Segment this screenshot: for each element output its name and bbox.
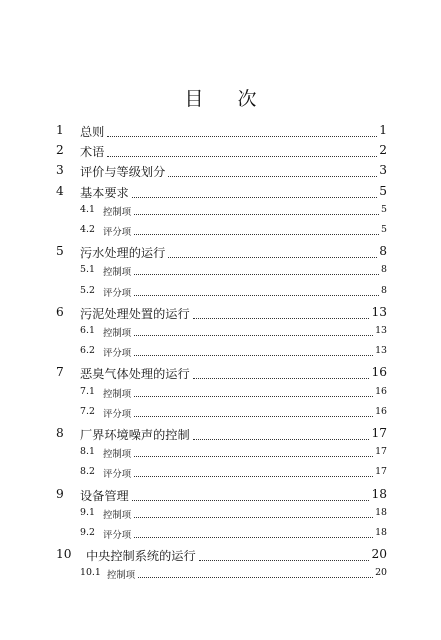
dot-leader	[193, 317, 369, 319]
toc-entry-page: 13	[375, 325, 387, 336]
toc-entry-label: 污水处理的运行	[80, 246, 166, 261]
toc-entry-number: 8	[56, 426, 64, 440]
dot-leader	[199, 559, 369, 561]
toc-title-char: 次	[237, 88, 257, 110]
dot-leader	[193, 377, 369, 379]
toc-entry-label: 评价与等级划分	[80, 165, 166, 180]
toc-entry-label: 评分项	[103, 227, 132, 238]
dot-leader	[134, 273, 379, 275]
toc-entry-page: 13	[371, 304, 387, 319]
toc-entry-number: 1	[56, 123, 64, 137]
toc-entry-number: 2	[56, 143, 64, 158]
toc-entry-number: 7.2	[80, 405, 95, 417]
toc-entry-label: 评分项	[103, 469, 132, 481]
toc-entry-page: 1	[379, 123, 387, 137]
toc-entry-label: 中央控制系统的运行	[86, 549, 196, 564]
toc-entry-number: 7	[56, 365, 64, 380]
toc-title-char: 目	[184, 88, 204, 110]
toc-title	[0, 84, 441, 111]
toc-entry-label: 恶臭气体处理的运行	[80, 367, 190, 382]
toc-entry-page: 20	[371, 547, 387, 562]
toc-entry-label: 基本要求	[80, 185, 129, 200]
dot-leader	[168, 256, 377, 258]
toc-entry-page: 17	[375, 466, 387, 478]
toc-entry-label: 控制项	[103, 509, 132, 521]
toc-entry-label: 控制项	[103, 328, 132, 339]
dot-leader	[138, 576, 373, 578]
toc-entry-label: 设备管理	[80, 488, 129, 503]
dot-leader	[134, 213, 379, 215]
toc-entry-page: 16	[375, 405, 387, 417]
toc-entry-label: 控制项	[103, 206, 132, 218]
dot-leader	[132, 196, 377, 198]
toc-entry-number: 7.1	[80, 385, 95, 397]
toc-entry-number: 6	[56, 304, 64, 319]
dot-leader	[134, 475, 373, 477]
toc-entry-label: 总则	[80, 125, 105, 139]
toc-entry-page: 5	[381, 203, 387, 215]
toc-entry-page: 5	[379, 183, 387, 198]
toc-entry-page: 18	[371, 486, 387, 501]
dot-leader	[107, 155, 377, 157]
toc-entry-label: 术语	[80, 145, 105, 160]
toc-entry-number: 6.1	[80, 325, 95, 336]
dot-leader	[134, 334, 373, 336]
toc-entry-number: 8.1	[80, 446, 95, 458]
toc-entry-label: 厂界环境噪声的控制	[80, 428, 190, 442]
toc-entry-page: 18	[375, 527, 387, 538]
toc-entry-number: 8.2	[80, 466, 95, 478]
toc-entry-label: 评分项	[103, 408, 132, 420]
toc-entry-label: 控制项	[107, 570, 136, 582]
toc-entry-number: 10	[56, 547, 72, 562]
toc-entry-label: 控制项	[103, 267, 132, 279]
dot-leader	[107, 135, 377, 137]
dot-leader	[134, 233, 379, 235]
toc-entry-label: 评分项	[103, 287, 132, 299]
toc-entry-number: 3	[56, 163, 64, 178]
toc-entry-page: 17	[371, 426, 387, 440]
dot-leader	[193, 438, 369, 440]
toc-entry-page: 16	[371, 365, 387, 380]
toc-entry-number: 9	[56, 486, 64, 501]
dot-leader	[134, 354, 373, 356]
toc-entry-page: 3	[379, 163, 387, 178]
toc-entry-number: 10.1	[80, 567, 101, 579]
toc-entry-page: 20	[375, 567, 387, 579]
dot-leader	[168, 175, 377, 177]
toc-entry-number: 9.2	[80, 527, 95, 538]
toc-entry-number: 5	[56, 244, 64, 259]
toc-entry-number: 5.1	[80, 264, 95, 276]
toc-entry-label: 控制项	[103, 388, 132, 400]
toc-entry-number: 5.2	[80, 284, 95, 296]
dot-leader	[132, 499, 369, 501]
toc-entry-number: 4.1	[80, 203, 95, 215]
dot-leader	[134, 294, 379, 296]
toc-entry-label: 污泥处理处置的运行	[80, 306, 190, 321]
toc-entry-page: 17	[375, 446, 387, 458]
dot-leader	[134, 415, 373, 417]
toc-entry-number: 6.2	[80, 345, 95, 357]
dot-leader	[134, 516, 373, 518]
toc-entry-page: 8	[379, 244, 387, 259]
toc-entry-page: 13	[375, 345, 387, 357]
toc-entry-label: 评分项	[103, 530, 132, 541]
toc-entry-number: 4	[56, 183, 64, 198]
dot-leader	[134, 536, 373, 538]
dot-leader	[134, 395, 373, 397]
dot-leader	[134, 455, 373, 457]
toc-entry-page: 2	[379, 143, 387, 158]
toc-entry-page: 8	[381, 284, 387, 296]
toc-entry-number: 9.1	[80, 506, 95, 518]
toc-entry-label: 控制项	[103, 449, 132, 461]
toc-entry-number: 4.2	[80, 224, 95, 235]
toc-entry-page: 8	[381, 264, 387, 276]
toc-entry-page: 5	[381, 224, 387, 235]
toc-entry-page: 16	[375, 385, 387, 397]
toc-entry-page: 18	[375, 506, 387, 518]
toc-entry-label: 评分项	[103, 348, 132, 360]
